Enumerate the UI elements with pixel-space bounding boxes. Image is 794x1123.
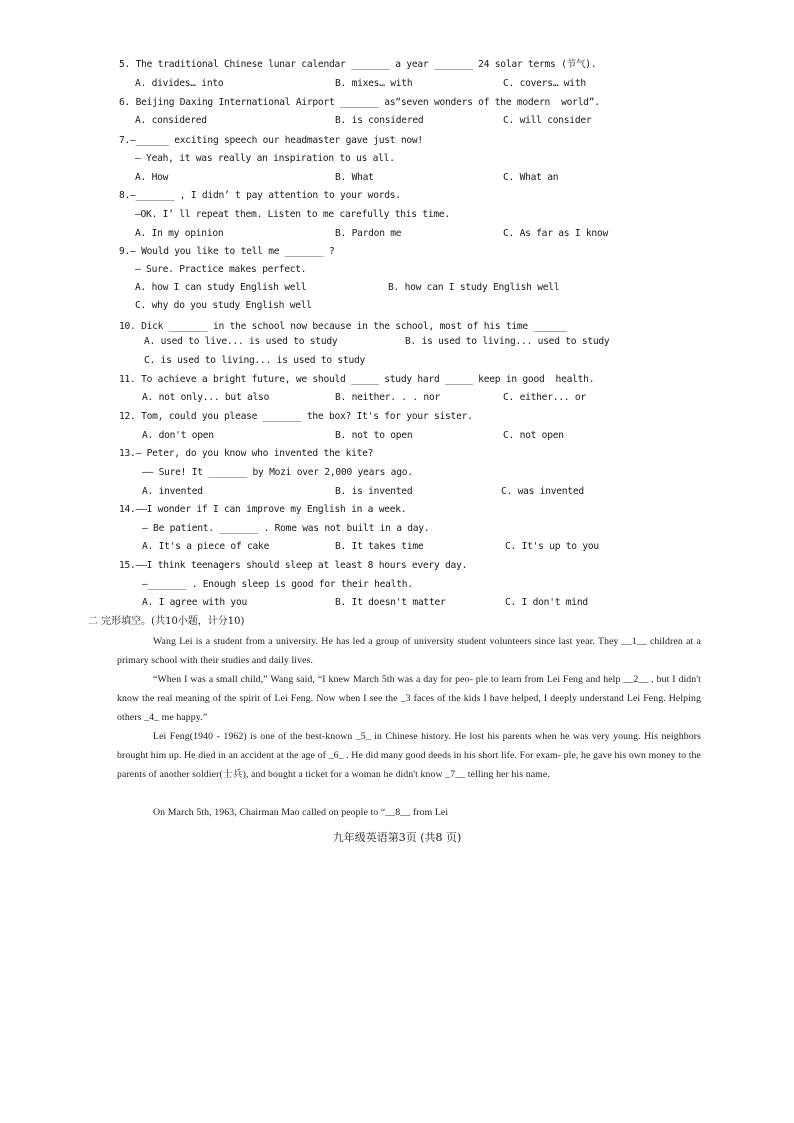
q10-option-c: C. is used to living... is used to study <box>144 355 366 366</box>
q10-option-a: A. used to live... is used to study <box>144 336 338 347</box>
question-9-reply: — Sure. Practice makes perfect. <box>135 264 307 275</box>
passage-paragraph-4: On March 5th, 1963, Chairman Mao called on people to “__8__ from Lei <box>153 807 449 818</box>
question-10: 10. Dick _______ in the school now because in the school, most of his time ______ <box>119 321 567 332</box>
q8-option-c: C. As far as I know <box>503 228 608 239</box>
q8-option-a: A. In my opinion <box>135 228 224 239</box>
passage-paragraph-2: “When I was a small child,” Wang said, “I knew March 5th was a day for peo- ple to learn from Lei Feng and help __2__ , but I didn't know the real meaning of the spirit of Lei Feng. Now when I see the _3 faces of the kids I have helped, I deeply understand Lei Feng. Helping others _4_ me happy.” <box>117 674 701 723</box>
question-9: 9.— Would you like to tell me _______ ? <box>119 246 335 257</box>
q9-option-a: A. how I can study English well <box>135 282 307 293</box>
q14-option-c: C. It's up to you <box>505 541 599 552</box>
q11-option-a: A. not only... but also <box>142 392 270 403</box>
q13-option-b: B. is invented <box>335 486 413 497</box>
q13-option-a: A. invented <box>142 486 203 497</box>
q8-option-b: B. Pardon me <box>335 228 402 239</box>
question-8: 8.—_______ , I didn’ t pay attention to your words. <box>119 190 401 201</box>
q6-option-b: B. is considered <box>335 115 424 126</box>
q15-option-a: A. I agree with you <box>142 597 247 608</box>
q14-option-a: A. It's a piece of cake <box>142 541 270 552</box>
question-15-reply: —_______ . Enough sleep is good for their health. <box>142 579 413 590</box>
q9-option-b: B. how can I study English well <box>388 282 560 293</box>
question-12: 12. Tom, could you please _______ the box? It's for your sister. <box>119 411 473 422</box>
q11-option-b: B. neither. . . nor <box>335 392 440 403</box>
question-15: 15.——I think teenagers should sleep at least 8 hours every day. <box>119 560 468 571</box>
question-13-reply: —— Sure! It _______ by Mozi over 2,000 years ago. <box>142 467 413 478</box>
q6-option-c: C. will consider <box>503 115 592 126</box>
question-14-reply: — Be patient. _______ . Rome was not built in a day. <box>142 523 430 534</box>
question-8-reply: —OK. I’ ll repeat them. Listen to me carefully this time. <box>135 209 450 220</box>
question-13: 13.— Peter, do you know who invented the kite? <box>119 448 374 459</box>
q6-option-a: A. considered <box>135 115 207 126</box>
passage-paragraph-3: Lei Feng(1940 - 1962) is one of the best-known _5_ in Chinese history. He lost his parents when he was very young. His neighbors brought him up. He died in an accident at the age of _6_ . He did many good deeds in his short life. For exam- ple, he gave his own money to the parents of another soldier(士兵), and bought a ticket for a woman he didn't know _7__ telling her his name. <box>117 731 701 780</box>
q14-option-b: B. It takes time <box>335 541 424 552</box>
q12-option-c: C. not open <box>503 430 564 441</box>
q15-option-c: C. I don't mind <box>505 597 588 608</box>
question-7: 7.—______ exciting speech our headmaster gave just now! <box>119 135 423 146</box>
q13-option-c: C. was invented <box>501 486 584 497</box>
page-footer: 九年级英语第3页 (共8 页) <box>332 831 462 844</box>
q12-option-b: B. not to open <box>335 430 413 441</box>
question-11: 11. To achieve a bright future, we should _____ study hard _____ keep in good health. <box>119 374 595 385</box>
q10-option-b: B. is used to living... used to study <box>405 336 610 347</box>
q9-option-c: C. why do you study English well <box>135 300 312 311</box>
q11-option-c: C. either... or <box>503 392 586 403</box>
question-6: 6. Beijing Daxing International Airport _______ as“seven wonders of the modern world”. <box>119 97 600 108</box>
q7-option-b: B. What <box>335 172 374 183</box>
question-7-reply: — Yeah, it was really an inspiration to us all. <box>135 153 395 164</box>
section-title-cloze: 二 完形填空。(共10小题，计分10) <box>88 616 245 627</box>
passage-paragraph-1: Wang Lei is a student from a university. He has led a group of university student volunteers since last year. They __1__ children at a primary school with their studies and daily lives. <box>117 636 701 666</box>
q12-option-a: A. don't open <box>142 430 214 441</box>
q15-option-b: B. It doesn't matter <box>335 597 446 608</box>
q5-option-c: C. covers… with <box>503 78 586 89</box>
q5-option-b: B. mixes… with <box>335 78 413 89</box>
question-14: 14.——I wonder if I can improve my English in a week. <box>119 504 407 515</box>
q7-option-c: C. What an <box>503 172 559 183</box>
q5-option-a: A. divides… into <box>135 78 224 89</box>
q7-option-a: A. How <box>135 172 169 183</box>
question-5: 5. The traditional Chinese lunar calendar _______ a year _______ 24 solar terms (节气). <box>119 59 597 70</box>
